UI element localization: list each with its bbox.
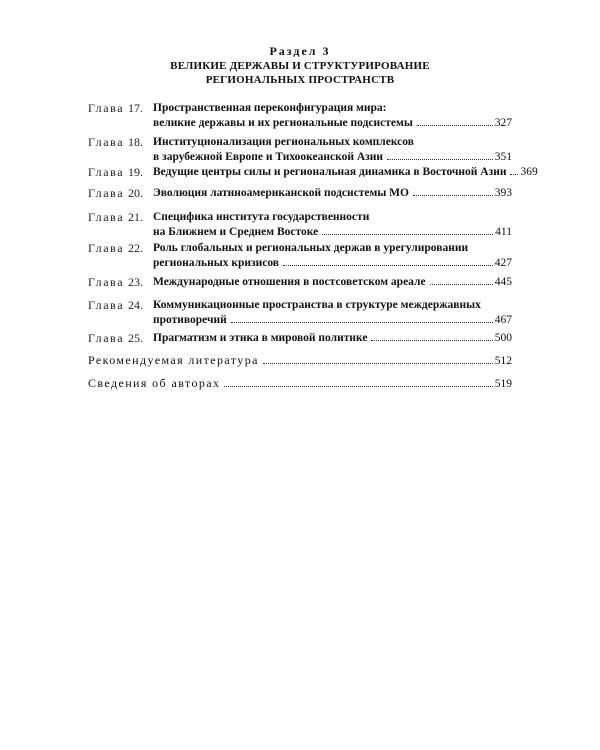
page-number: 467: [494, 314, 512, 326]
section-title-line-2: РЕГИОНАЛЬНЫХ ПРОСТРАНСТВ: [205, 74, 395, 86]
chapter-number: 17.: [128, 101, 143, 115]
chapter-leader-line: [153, 150, 512, 165]
chapter-title-line: Специфика института государственности: [153, 211, 370, 223]
chapter-prefix: Глава: [88, 186, 125, 200]
chapter-title-line: Пространственная переконфигурация мира:: [153, 102, 387, 114]
chapter-title-line: Эволюция латиноамериканской подсистемы МО: [153, 187, 409, 199]
chapter-prefix: Глава: [88, 241, 125, 255]
chapter-number: 20.: [128, 186, 143, 200]
dot-leader: [430, 284, 493, 285]
chapter-title-line: Международные отношения в постсоветском ареале: [153, 276, 426, 288]
toc-entry-authors[interactable]: [88, 376, 512, 392]
chapter-title-line: Институционализация региональных комплексов: [153, 136, 414, 148]
dot-leader: [387, 159, 493, 160]
dot-leader: [510, 174, 518, 175]
chapter-prefix: Глава: [88, 101, 125, 115]
chapter-leader-line: [153, 256, 512, 271]
chapter-prefix: Глава: [88, 165, 125, 179]
entry-title: Сведения об авторах: [88, 376, 221, 390]
chapter-leader-line: [153, 331, 512, 346]
chapter-prefix: Глава: [88, 298, 125, 312]
chapter-title-line: Ведущие центры силы и региональная динамика в Восточной Азии: [153, 166, 507, 178]
chapter-title-line: региональных кризисов: [153, 257, 280, 269]
dot-leader: [263, 363, 493, 364]
section-label: Раздел 3: [269, 44, 331, 58]
page-number: 351: [494, 151, 512, 163]
toc-entry-literature[interactable]: [88, 353, 512, 369]
dot-leader: [231, 322, 493, 323]
chapter-number: 23.: [128, 275, 143, 289]
page-number: 512: [494, 355, 512, 367]
chapter-leader-line: [153, 275, 512, 290]
dot-leader: [322, 234, 493, 235]
chapter-leader-line: [153, 165, 538, 180]
chapter-title-line: Роль глобальных и региональных держав в урегулировании: [153, 242, 469, 254]
dot-leader: [413, 195, 493, 196]
chapter-leader-line: [153, 116, 512, 131]
chapter-title-line: Прагматизм и этика в мировой политике: [153, 332, 368, 344]
dot-leader: [224, 386, 492, 387]
chapter-leader-line: [153, 313, 512, 328]
page-number: 411: [495, 226, 512, 238]
section-title-line-1: ВЕЛИКИЕ ДЕРЖАВЫ И СТРУКТУРИРОВАНИЕ: [170, 60, 430, 72]
page-number: 519: [494, 378, 512, 390]
chapter-leader-line: [153, 186, 512, 201]
chapter-number: 21.: [128, 210, 143, 224]
chapter-number: 24.: [128, 298, 143, 312]
page-number: 427: [494, 257, 512, 269]
chapter-number: 18.: [128, 135, 143, 149]
entry-title: Рекомендуемая литература: [88, 353, 259, 367]
chapter-title-line: противоречий: [153, 314, 227, 326]
chapter-title-line: великие державы и их региональные подсистемы: [153, 117, 413, 129]
chapter-title-line: Коммуникационные пространства в структуре междержавных: [153, 299, 481, 311]
chapter-title-line: на Ближнем и Среднем Востоке: [153, 226, 319, 238]
chapter-number: 22.: [128, 241, 143, 255]
chapter-prefix: Глава: [88, 135, 125, 149]
dot-leader: [371, 340, 492, 341]
chapter-leader-line: [153, 225, 512, 240]
page-number: 369: [520, 166, 538, 178]
page-number: 445: [494, 276, 512, 288]
dot-leader: [417, 125, 493, 126]
chapter-prefix: Глава: [88, 275, 125, 289]
page-number: 393: [494, 187, 512, 199]
chapter-number: 25.: [128, 331, 143, 345]
chapter-number: 19.: [128, 165, 143, 179]
page-number: 500: [494, 332, 512, 344]
dot-leader: [283, 265, 493, 266]
chapter-title-line: в зарубежной Европе и Тихоокеанской Азии: [153, 151, 383, 163]
chapter-prefix: Глава: [88, 331, 125, 345]
chapter-prefix: Глава: [88, 210, 125, 224]
page-number: 327: [494, 117, 512, 129]
